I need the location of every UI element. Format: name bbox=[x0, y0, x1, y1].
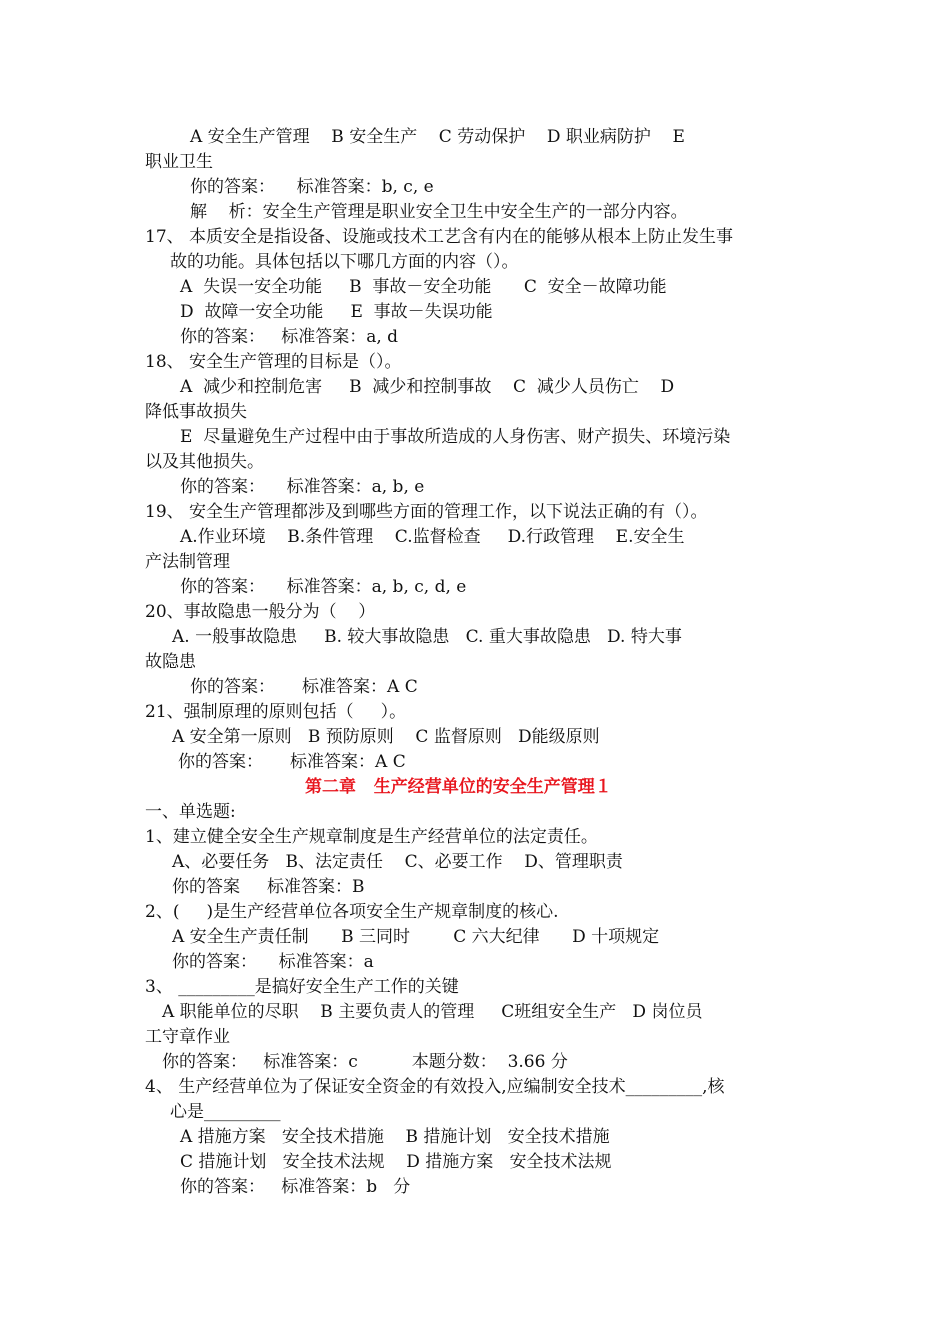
text-line: 解 析：安全生产管理是职业安全卫生中安全生产的一部分内容。 bbox=[190, 202, 688, 222]
answer-line: 你的答案： 标准答案：b 分 bbox=[180, 1177, 411, 1197]
question-3: 3、 _________是搞好安全生产工作的关键 bbox=[145, 977, 459, 997]
question-21: 21、强制原理的原则包括（ ）。 bbox=[145, 702, 407, 722]
answer-line: 你的答案： 标准答案：a, b, c, d, e bbox=[180, 577, 467, 597]
option-line: C 措施计划 安全技术法规 D 措施方案 安全技术法规 bbox=[180, 1152, 612, 1172]
text-line: 故的功能。具体包括以下哪几方面的内容（）。 bbox=[170, 252, 519, 272]
option-line: A 职能单位的尽职 B 主要负责人的管理 C班组安全生产 D 岗位员 bbox=[162, 1002, 703, 1022]
answer-line: 你的答案： 标准答案：A C bbox=[178, 752, 406, 772]
text-line: 降低事故损失 bbox=[145, 402, 247, 422]
question-19: 19、 安全生产管理都涉及到哪些方面的管理工作，以下说法正确的有（）。 bbox=[145, 502, 708, 522]
option-line: A.作业环境 B.条件管理 C.监督检查 D.行政管理 E.安全生 bbox=[180, 527, 685, 547]
text-line: 心是_________ bbox=[170, 1102, 281, 1122]
answer-line: 你的答案： 标准答案：c 本题分数： 3.66 分 bbox=[162, 1052, 568, 1072]
answer-line: 你的答案： 标准答案：a, b, e bbox=[180, 477, 425, 497]
answer-line: 你的答案： 标准答案：a, d bbox=[180, 327, 399, 347]
text-line: 故隐患 bbox=[145, 652, 196, 672]
option-line: A、必要任务 B、法定责任 C、必要工作 D、管理职责 bbox=[172, 852, 623, 872]
option-line: A 减少和控制危害 B 减少和控制事故 C 减少人员伤亡 D bbox=[180, 377, 675, 397]
text-line: 职业卫生 bbox=[145, 152, 213, 172]
text-line: 你的答案： 标准答案：b, c, e bbox=[190, 177, 434, 197]
option-line: D 故障一安全功能 E 事故－失误功能 bbox=[180, 302, 493, 322]
question-17: 17、 本质安全是指设备、设施或技术工艺含有内在的能够从根本上防止发生事 bbox=[145, 227, 734, 247]
option-line: A. 一般事故隐患 B. 较大事故隐患 C. 重大事故隐患 D. 特大事 bbox=[172, 627, 682, 647]
option-line: A 安全生产责任制 B 三同时 C 六大纪律 D 十项规定 bbox=[172, 927, 660, 947]
chapter-heading: 第二章 生产经营单位的安全生产管理１ bbox=[305, 777, 612, 797]
section-heading: 一、单选题: bbox=[145, 802, 236, 822]
option-line: A 失误一安全功能 B 事故－安全功能 C 安全－故障功能 bbox=[180, 277, 667, 297]
option-line: A 措施方案 安全技术措施 B 措施计划 安全技术措施 bbox=[180, 1127, 610, 1147]
question-20: 20、事故隐患一般分为（ ） bbox=[145, 602, 376, 622]
text-line: 产法制管理 bbox=[145, 552, 230, 572]
question-1: 1、建立健全安全生产规章制度是生产经营单位的法定责任。 bbox=[145, 827, 598, 847]
text-line: A 安全生产管理 B 安全生产 C 劳动保护 D 职业病防护 E bbox=[190, 127, 685, 147]
option-line: E 尽量避免生产过程中由于事故所造成的人身伤害、财产损失、环境污染 bbox=[180, 427, 731, 447]
question-4: 4、 生产经营单位为了保证安全资金的有效投入,应编制安全技术_________,核 bbox=[145, 1077, 725, 1097]
text-line: 以及其他损失。 bbox=[145, 452, 264, 472]
question-18: 18、 安全生产管理的目标是（）。 bbox=[145, 352, 402, 372]
answer-line: 你的答案： 标准答案：a bbox=[172, 952, 374, 972]
question-2: 2、( )是生产经营单位各项安全生产规章制度的核心. bbox=[145, 902, 559, 922]
answer-line: 你的答案： 标准答案：A C bbox=[190, 677, 418, 697]
option-line: A 安全第一原则 B 预防原则 C 监督原则 D能级原则 bbox=[172, 727, 600, 747]
text-line: 工守章作业 bbox=[145, 1027, 230, 1047]
answer-line: 你的答案 标准答案：B bbox=[172, 877, 365, 897]
